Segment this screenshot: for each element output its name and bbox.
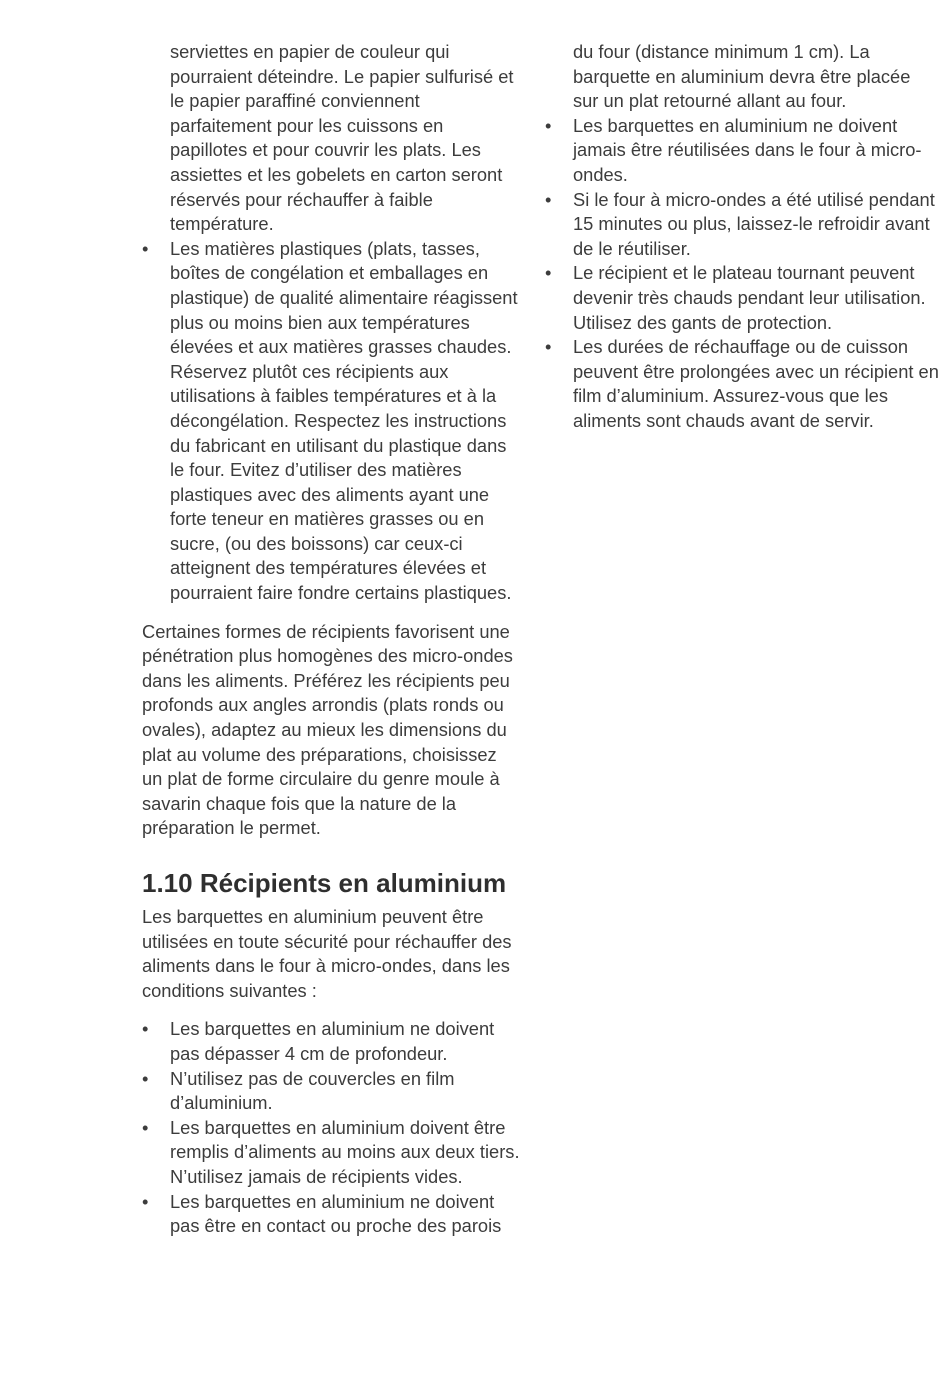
list-item [545, 114, 940, 188]
list-item [545, 261, 940, 335]
bullet-icon: • [545, 262, 552, 284]
list-item [142, 237, 522, 606]
list-item-text: Si le four à micro-ondes a été utilisé pendant 15 minutes ou plus, laissez-le refroidir avant de le réutiliser. [573, 188, 935, 259]
bullet-icon: • [545, 188, 552, 210]
section-number: 1.10 [142, 868, 193, 898]
list-item-text: Les matières plastiques (plats, tasses, boîtes de congélation et emballages en plastique) de qualité alimentaire réagissent plus ou moins bien aux températures élevées et aux matières grasses chaudes. Réservez plutôt ces récipients aux utilisations à faibles températures et à la décongélation. Respectez les instructions du fabricant en utilisant du plastique dans le four. Evitez d’utiliser des matières plastiques avec des aliments ayant une forte teneur en matières grasses ou en sucre, (ou des boissons) car ceux-ci atteignent des températures élevées et pourraient faire fondre certains plastiques. [170, 237, 518, 604]
continued-bullet-text: serviettes en papier de couleur qui pourraient déteindre. Le papier sulfurisé et le papier paraffiné conviennent parfaitement pour les cuissons en papillotes et pour couvrir les plats. Les assiettes et les gobelets en carton seront réservés pour réchauffer à faible température. [170, 41, 514, 235]
left-column [142, 40, 522, 1239]
list-item-text: Les barquettes en aluminium ne doivent pas dépasser 4 cm de profondeur. [170, 1018, 495, 1064]
list-item-text: Les durées de réchauffage ou de cuisson peuvent être prolongées avec un récipient en film d’aluminium. Assurez-vous que les aliments sont chauds avant de servir. [573, 336, 939, 431]
section-heading [142, 867, 522, 899]
list-item-text: Les barquettes en aluminium ne doivent jamais être réutilisées dans le four à micro-ondes. [573, 114, 922, 185]
list-item [142, 1116, 522, 1190]
right-column [545, 40, 940, 434]
continued-bullet-text: du four (distance minimum 1 cm). La barquette en aluminium devra être placée sur un plat retourné allant au four. [573, 41, 911, 112]
list-item-text: Les barquettes en aluminium ne doivent pas être en contact ou proche des parois [170, 1190, 502, 1237]
list-item [142, 1190, 522, 1239]
bullet-icon: • [142, 1116, 149, 1138]
list-item [545, 188, 940, 262]
section-title: Récipients en aluminium [199, 868, 507, 898]
plastics-bullet-list [142, 237, 522, 606]
aluminium-bullet-list-continued [545, 114, 940, 434]
aluminium-intro-paragraph: Les barquettes en aluminium peuvent être utilisées en toute sécurité pour réchauffer des aliments dans le four à micro-ondes, dans les conditions suivantes : [142, 906, 512, 1001]
bullet-icon: • [142, 1190, 149, 1212]
bullet-icon: • [545, 336, 552, 358]
list-item [142, 1017, 522, 1066]
list-item [142, 1067, 522, 1116]
bullet-icon: • [142, 1018, 149, 1040]
bullet-icon: • [142, 237, 149, 259]
list-item-text: Les barquettes en aluminium doivent être remplis d’aliments au moins aux deux tiers. N’utilisez jamais de récipients vides. [170, 1116, 520, 1187]
list-item [545, 335, 940, 433]
aluminium-bullet-list [142, 1017, 522, 1238]
list-item-text: Le récipient et le plateau tournant peuvent devenir très chauds pendant leur utilisation. [573, 262, 926, 308]
bullet-icon: • [142, 1067, 149, 1089]
list-item-text: N’utilisez pas de couvercles en film d’aluminium. [170, 1067, 455, 1114]
list-item-extra-text: Utilisez des gants de protection. [573, 311, 833, 333]
bullet-icon: • [545, 114, 552, 136]
container-shapes-paragraph: Certaines formes de récipients favorisent une pénétration plus homogènes des micro-ondes dans les aliments. Préférez les récipients peu profonds aux angles arrondis (plats ronds ou ovales), adaptez au mieux les dimensions du plat au volume des préparations, choisissez un plat de forme circulaire du genre moule à savarin chaque fois que la nature de la préparation le permet. [142, 620, 513, 839]
